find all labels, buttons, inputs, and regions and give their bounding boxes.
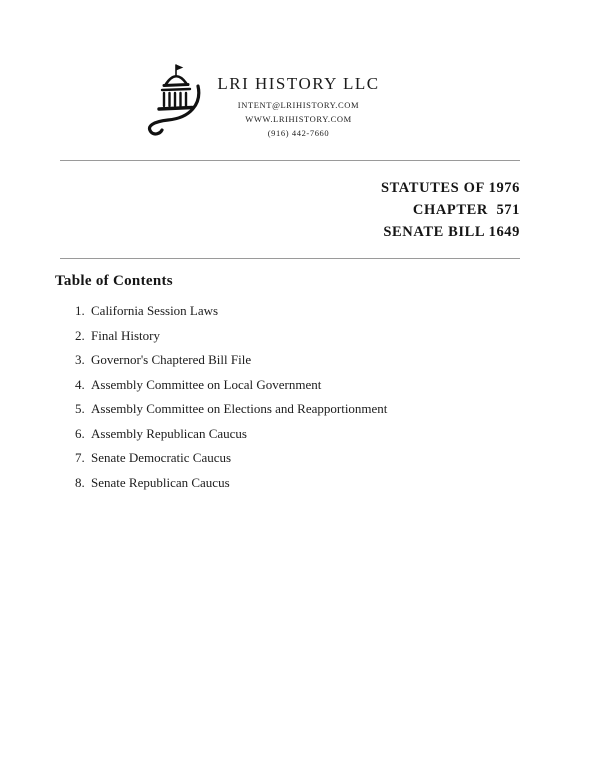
company-name: LRI HISTORY LLC <box>217 74 380 93</box>
statute-reference-block <box>381 177 520 243</box>
toc-item: 8. Senate Republican Caucus <box>88 476 515 490</box>
toc-item: 5. Assembly Committee on Elections and Reapportionment <box>88 402 515 416</box>
toc-item: 2. Final History <box>88 329 515 343</box>
horizontal-rule-bottom <box>60 258 520 259</box>
toc-item: 7. Senate Democratic Caucus <box>88 451 515 465</box>
letterhead <box>186 74 411 142</box>
statutes-line: STATUTES OF 1976 <box>380 180 520 196</box>
senate-bill-line: SENATE BILL 1649 <box>383 224 520 240</box>
toc-list <box>55 304 515 500</box>
toc-item: 6. Assembly Republican Caucus <box>88 427 515 441</box>
toc-item: 3. Governor's Chaptered Bill File <box>88 353 515 367</box>
toc-title: Table of Contents <box>55 273 173 289</box>
company-website: WWW.LRIHISTORY.COM <box>245 114 352 124</box>
company-email: INTENT@LRIHISTORY.COM <box>237 100 360 110</box>
company-phone: (916) 442-7660 <box>267 128 330 138</box>
toc-item: 4. Assembly Committee on Local Government <box>88 378 515 392</box>
toc-item: 1. California Session Laws <box>88 304 515 318</box>
horizontal-rule-top <box>60 160 520 161</box>
chapter-line: CHAPTER 571 <box>412 202 520 218</box>
